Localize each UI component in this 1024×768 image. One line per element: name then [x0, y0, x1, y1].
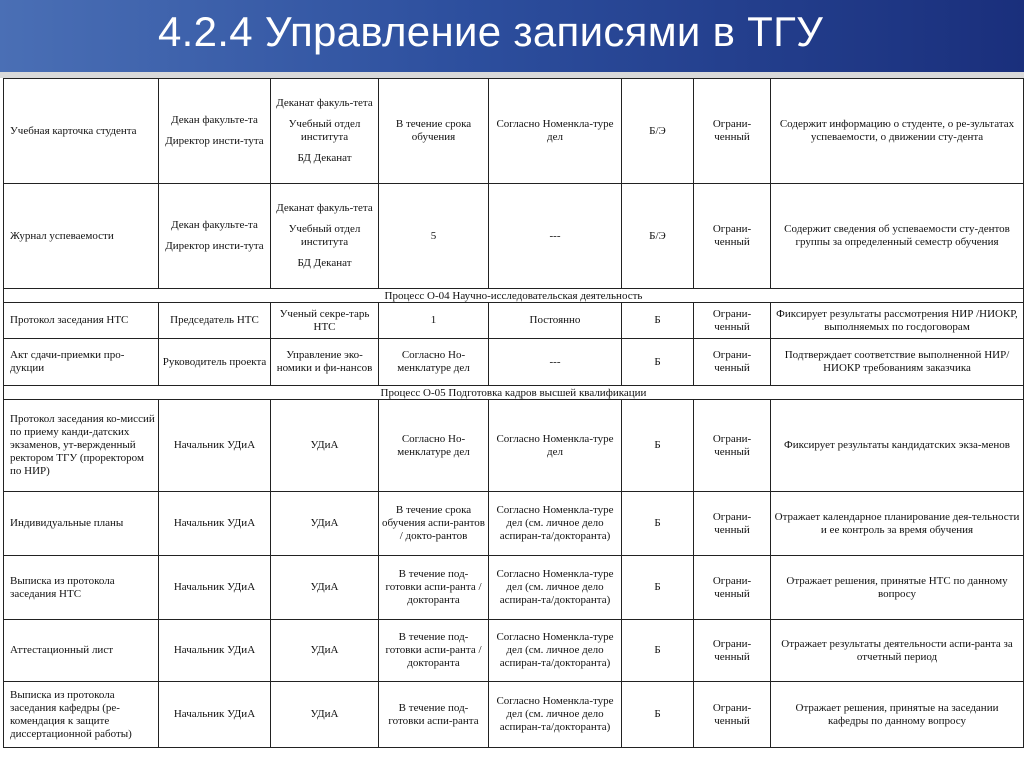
storage-cell: УДиА [271, 556, 379, 620]
retention-place: Согласно Но-менклатуре дел [379, 339, 489, 386]
access-level: Ограни-ченный [694, 620, 771, 682]
record-description: Отражает результаты деятельности аспи-ранта за отчетный период [771, 620, 1024, 682]
record-description: Отражает календарное планирование дея-тельности и ее контроль за время обучения [771, 492, 1024, 556]
retention-place: В течение под-готовки аспи-ранта [379, 682, 489, 748]
retention-period: Согласно Номенкла-туре дел [489, 79, 622, 184]
table-row [4, 682, 1024, 748]
record-description: Содержит информацию о студенте, о ре-зультатах успеваемости, о движении сту-дента [771, 79, 1024, 184]
record-name: Аттестационный лист [4, 620, 159, 682]
table-row [4, 79, 1024, 184]
storage-cell: УДиА [271, 620, 379, 682]
storage-cell [271, 184, 379, 289]
storage-database: БД Деканат [297, 152, 352, 164]
record-name: Индивидуальные планы [4, 492, 159, 556]
table-row [4, 339, 1024, 386]
record-description: Подтверждает соответствие выполненной НИР/НИОКР требованиям заказчика [771, 339, 1024, 386]
storage-cell [271, 79, 379, 184]
access-level: Ограни-ченный [694, 492, 771, 556]
record-name: Учебная карточка студента [4, 79, 159, 184]
retention-period: Согласно Номенкла-туре дел (см. личное дело аспиран-та/докторанта) [489, 620, 622, 682]
record-description: Отражает решения, принятые НТС по данному вопросу [771, 556, 1024, 620]
storage-secondary: Учебный отдел института [288, 223, 361, 248]
retention-period: Согласно Номенкла-туре дел (см. личное дело аспиран-та/докторанта) [489, 556, 622, 620]
retention-period: --- [489, 339, 622, 386]
records-table [3, 78, 1024, 748]
record-description: Содержит сведения об успеваемости сту-дентов группы за определенный семестр обучения [771, 184, 1024, 289]
retention-place: 1 [379, 303, 489, 339]
media-type: Б [622, 303, 694, 339]
responsible-cell: Начальник УДиА [159, 492, 271, 556]
storage-primary: Деканат факуль-тета [276, 97, 373, 109]
responsible-cell [159, 79, 271, 184]
retention-place: В течение срока обучения [379, 79, 489, 184]
retention-place: В течение под-готовки аспи-ранта /докторанта [379, 620, 489, 682]
access-level: Ограни-ченный [694, 682, 771, 748]
record-description: Фиксирует результаты рассмотрения НИР /НИОКР, выполняемых по госдоговорам [771, 303, 1024, 339]
media-type: Б [622, 492, 694, 556]
retention-period: --- [489, 184, 622, 289]
responsible-primary: Декан факульте-та [171, 219, 258, 231]
storage-cell: Ученый секре-тарь НТС [271, 303, 379, 339]
table-row [4, 620, 1024, 682]
responsible-cell: Руководитель проекта [159, 339, 271, 386]
media-type: Б/Э [622, 79, 694, 184]
media-type: Б [622, 339, 694, 386]
retention-period: Согласно Номенкла-туре дел (см. личное дело аспиран-та/докторанта) [489, 492, 622, 556]
responsible-cell [159, 184, 271, 289]
retention-period: Согласно Номенкла-туре дел (см. личное дело аспиран-та/докторанта) [489, 682, 622, 748]
slide-title: 4.2.4 Управление записями в ТГУ [158, 8, 824, 55]
responsible-cell: Начальник УДиА [159, 620, 271, 682]
responsible-cell: Начальник УДиА [159, 556, 271, 620]
retention-place: В течение срока обучения аспи-рантов / докто-рантов [379, 492, 489, 556]
section-title: Процесс О-04 Научно-исследовательская деятельность [4, 289, 1024, 303]
table-row [4, 303, 1024, 339]
retention-period: Постоянно [489, 303, 622, 339]
access-level: Ограни-ченный [694, 400, 771, 492]
storage-primary: Деканат факуль-тета [276, 202, 373, 214]
storage-cell: УДиА [271, 492, 379, 556]
access-level: Ограни-ченный [694, 79, 771, 184]
responsible-cell: Начальник УДиА [159, 682, 271, 748]
media-type: Б [622, 556, 694, 620]
record-name: Журнал успеваемости [4, 184, 159, 289]
responsible-cell: Начальник УДиА [159, 400, 271, 492]
media-type: Б/Э [622, 184, 694, 289]
section-title: Процесс О-05 Подготовка кадров высшей квалификации [4, 386, 1024, 400]
record-name: Выписка из протокола заседания кафедры (ре-комендация к защите диссертационной работы) [4, 682, 159, 748]
retention-place: 5 [379, 184, 489, 289]
storage-cell: УДиА [271, 682, 379, 748]
record-name: Протокол заседания ко-миссий по приему канди-датских экзаменов, ут-вержденный ректором ТГУ (проректором по НИР) [4, 400, 159, 492]
record-description: Отражает решения, принятые на заседании кафедры по данному вопросу [771, 682, 1024, 748]
retention-place: Согласно Но-менклатуре дел [379, 400, 489, 492]
responsible-primary: Декан факульте-та [171, 114, 258, 126]
table-row [4, 556, 1024, 620]
access-level: Ограни-ченный [694, 339, 771, 386]
retention-period: Согласно Номенкла-туре дел [489, 400, 622, 492]
responsible-secondary: Директор инсти-тута [165, 135, 264, 147]
retention-place: В течение под-готовки аспи-ранта /докторанта [379, 556, 489, 620]
table-row [4, 492, 1024, 556]
record-name: Протокол заседания НТС [4, 303, 159, 339]
slide-header [0, 0, 1024, 72]
access-level: Ограни-ченный [694, 184, 771, 289]
media-type: Б [622, 400, 694, 492]
table-row [4, 184, 1024, 289]
responsible-cell: Председатель НТС [159, 303, 271, 339]
access-level: Ограни-ченный [694, 556, 771, 620]
section-row [4, 289, 1024, 303]
storage-cell: Управление эко-номики и фи-нансов [271, 339, 379, 386]
responsible-secondary: Директор инсти-тута [165, 240, 264, 252]
media-type: Б [622, 620, 694, 682]
storage-database: БД Деканат [297, 257, 352, 269]
storage-cell: УДиА [271, 400, 379, 492]
access-level: Ограни-ченный [694, 303, 771, 339]
media-type: Б [622, 682, 694, 748]
record-name: Выписка из протокола заседания НТС [4, 556, 159, 620]
record-name: Акт сдачи-приемки про-дукции [4, 339, 159, 386]
table-row [4, 400, 1024, 492]
storage-secondary: Учебный отдел института [288, 118, 361, 143]
record-description: Фиксирует результаты кандидатских экза-менов [771, 400, 1024, 492]
section-row [4, 386, 1024, 400]
